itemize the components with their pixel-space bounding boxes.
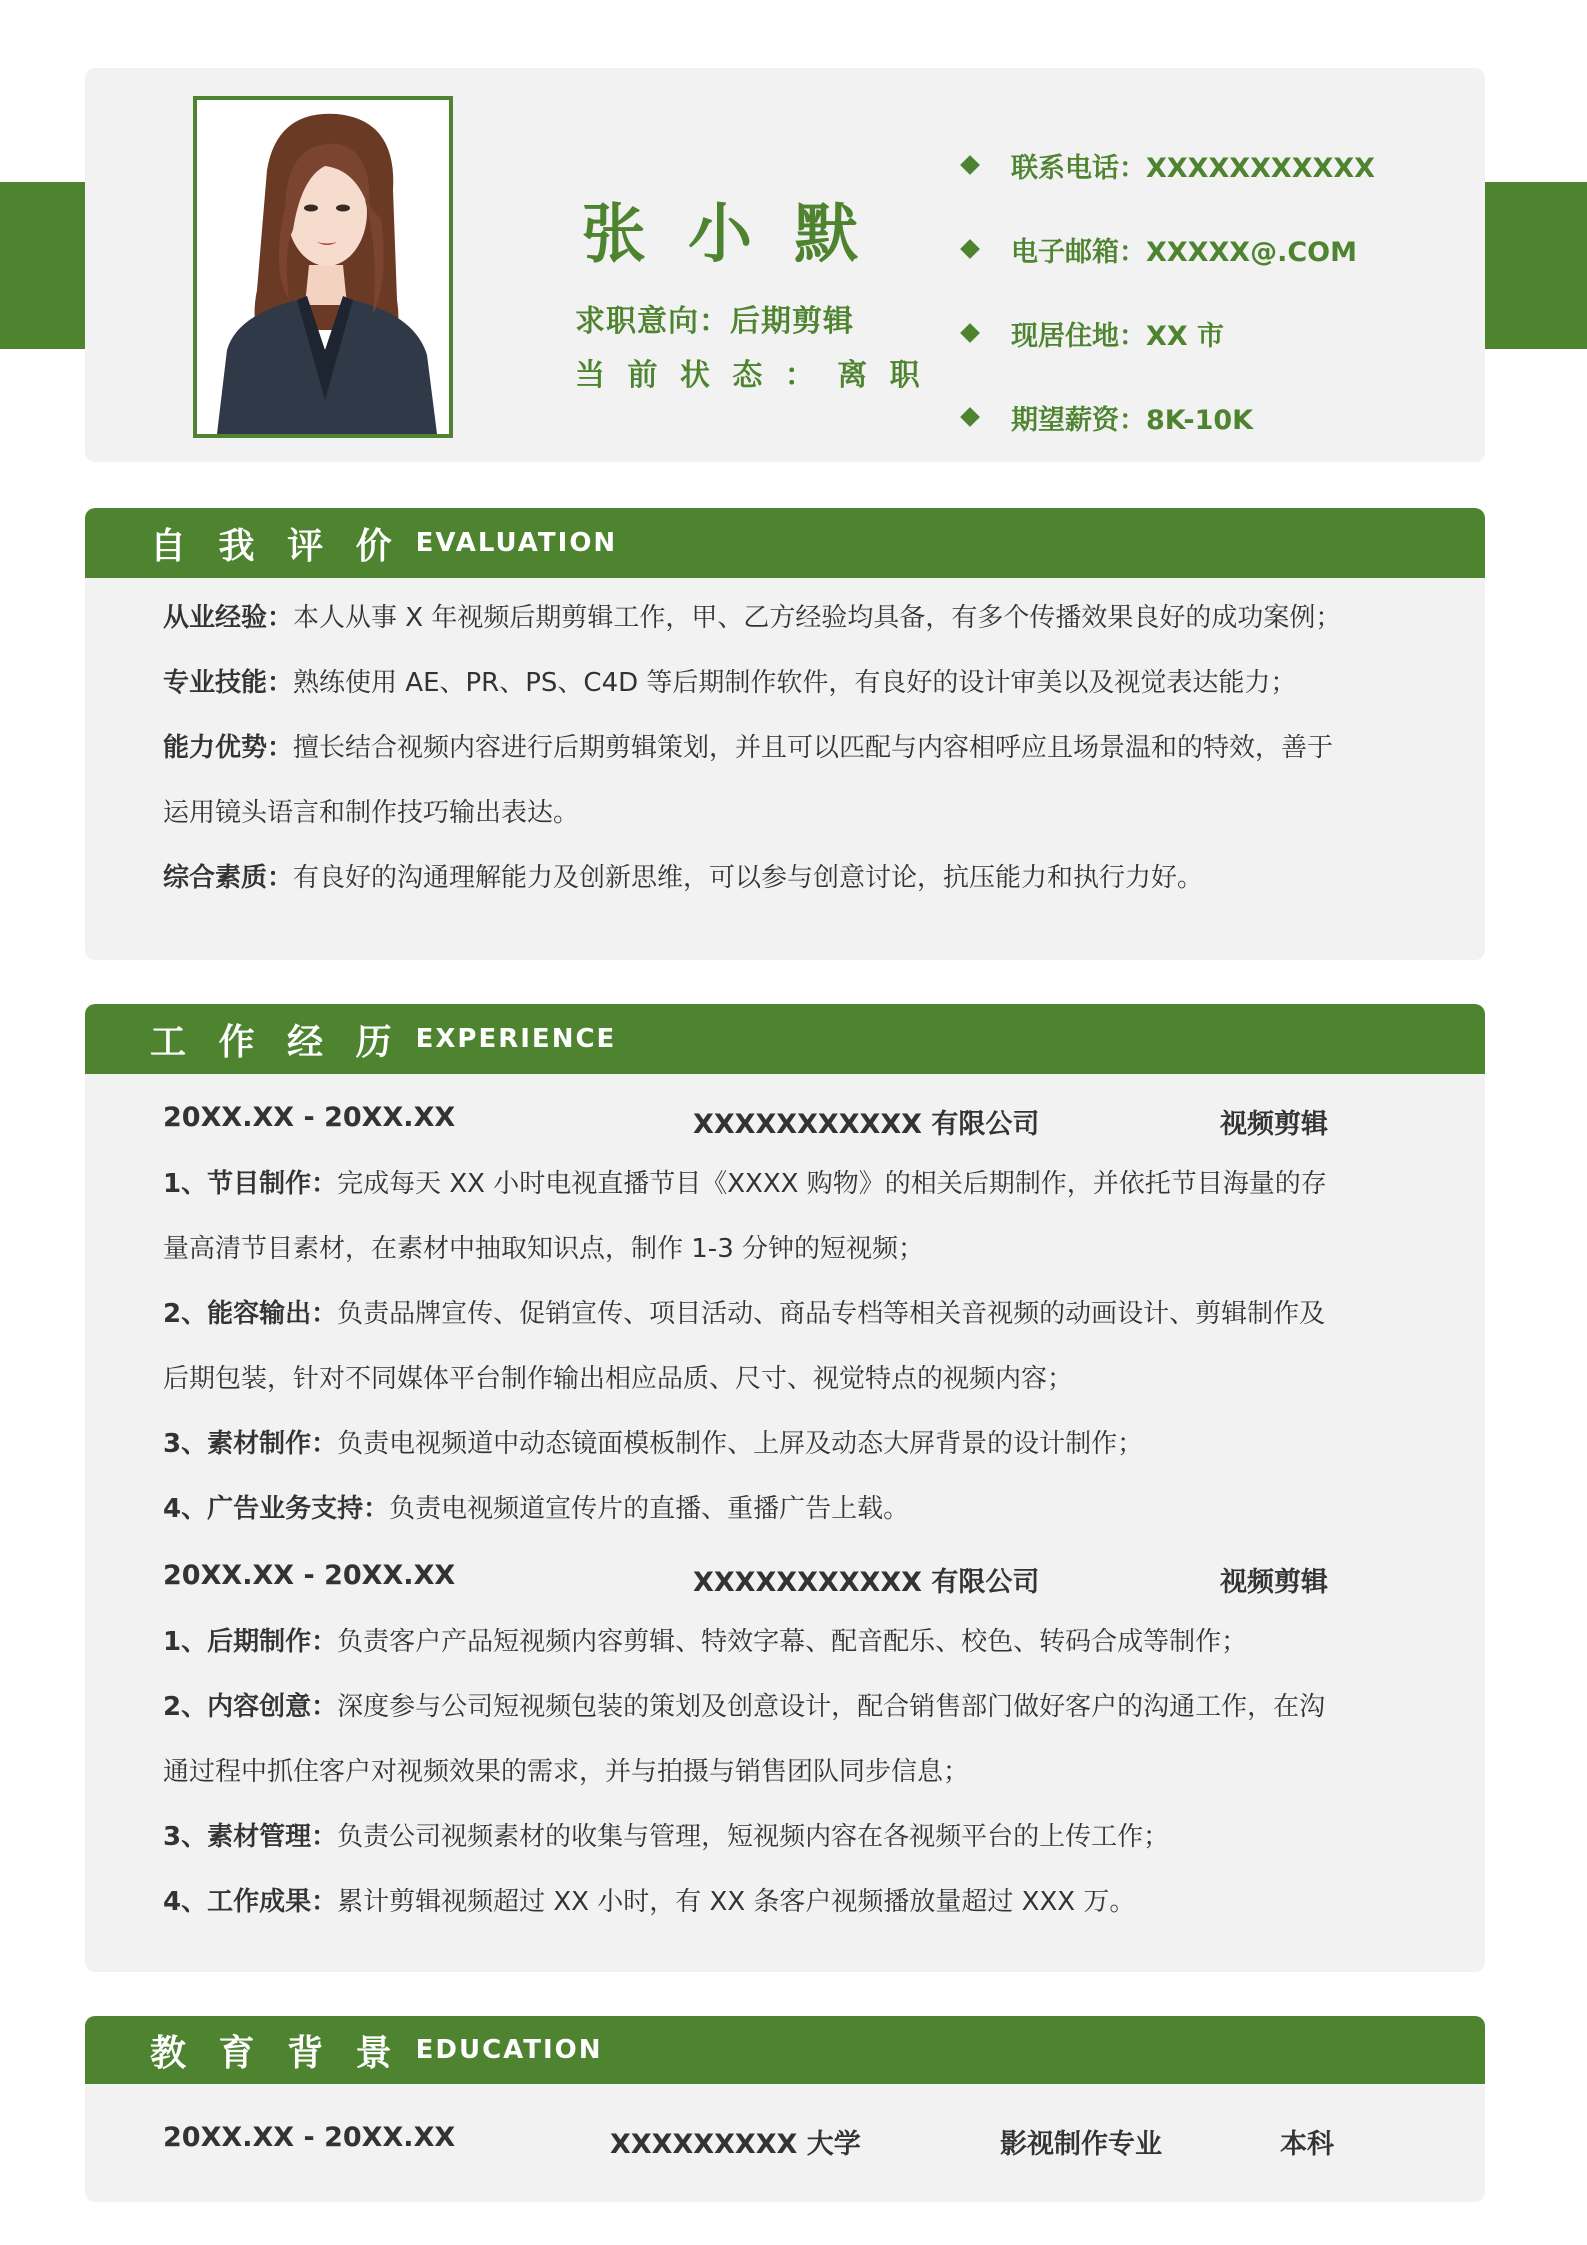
diamond-bullet-icon <box>960 155 980 175</box>
line-text: 深度参与公司短视频包装的策划及创意设计，配合销售部门做好客户的沟通工作，在沟 <box>337 1692 1326 1722</box>
evaluation-line <box>163 651 1415 716</box>
job-role: 视频剪辑 <box>1220 1109 1328 1140</box>
left-accent-bar <box>0 182 86 349</box>
evaluation-header <box>85 508 1485 578</box>
experience-title-en: EXPERIENCE <box>415 1024 617 1054</box>
job-detail-line <box>163 1477 1415 1542</box>
line-text: 有良好的沟通理解能力及创新思维，可以参与创意讨论，抗压能力和执行力好。 <box>293 863 1204 893</box>
education-header <box>85 2016 1485 2084</box>
line-label: 2、内容创意： <box>163 1692 338 1722</box>
evaluation-section <box>85 508 1485 960</box>
line-text: 本人从事 X 年视频后期剪辑工作，甲、乙方经验均具备，有多个传播效果良好的成功案例； <box>293 603 1342 633</box>
line-text: 通过程中抓住客户对视频效果的需求，并与拍摄与销售团队同步信息； <box>163 1757 970 1787</box>
contact-email-text: 电子邮箱：XXXXX@.COM <box>1011 236 1357 268</box>
job-detail-line <box>163 1675 1415 1740</box>
contact-phone-text: 联系电话：XXXXXXXXXXX <box>1011 152 1375 184</box>
job-date: 20XX.XX - 20XX.XX <box>163 1102 456 1133</box>
job-detail-line <box>163 1347 1415 1412</box>
job-entry-header <box>163 1084 1415 1152</box>
job-detail-line <box>163 1412 1415 1477</box>
line-label: 从业经验： <box>163 603 294 633</box>
line-text: 后期包装，针对不同媒体平台制作输出相应品质、尺寸、视觉特点的视频内容； <box>163 1364 1074 1394</box>
portrait-illustration <box>197 100 449 434</box>
job-detail-line <box>163 1740 1415 1805</box>
contact-phone <box>960 123 1375 207</box>
education-date: 20XX.XX - 20XX.XX <box>163 2122 456 2153</box>
evaluation-line <box>163 586 1415 651</box>
line-label: 综合素质： <box>163 863 294 893</box>
line-label: 能力优势： <box>163 733 294 763</box>
right-accent-bar <box>1485 182 1587 349</box>
line-label: 3、素材制作： <box>163 1429 338 1459</box>
line-text: 负责公司视频素材的收集与管理，短视频内容在各视频平台的上传工作； <box>337 1822 1170 1852</box>
experience-section <box>85 1004 1485 1972</box>
line-label: 3、素材管理： <box>163 1822 338 1852</box>
line-text: 负责客户产品短视频内容剪辑、特效字幕、配音配乐、校色、转码合成等制作； <box>337 1627 1248 1657</box>
contact-location <box>960 291 1375 375</box>
line-label: 1、后期制作： <box>163 1627 338 1657</box>
line-text: 负责电视频道宣传片的直播、重播广告上载。 <box>389 1494 910 1524</box>
contact-salary <box>960 375 1375 459</box>
contact-list <box>960 123 1375 459</box>
current-status: 当 前 状 态 ： 离 职 <box>575 358 926 393</box>
line-text: 量高清节目素材，在素材中抽取知识点，制作 1-3 分钟的短视频； <box>163 1234 924 1264</box>
job-date: 20XX.XX - 20XX.XX <box>163 1560 456 1591</box>
education-degree: 本科 <box>1280 2129 1334 2160</box>
evaluation-body <box>85 578 1485 911</box>
line-label: 4、广告业务支持： <box>163 1494 390 1524</box>
line-label: 1、节目制作： <box>163 1169 338 1199</box>
job-detail-line <box>163 1870 1415 1935</box>
evaluation-title-en: EVALUATION <box>415 528 618 558</box>
profile-photo <box>193 96 453 438</box>
job-detail-line <box>163 1805 1415 1870</box>
diamond-bullet-icon <box>960 407 980 427</box>
education-title-en: EDUCATION <box>415 2035 603 2065</box>
line-label: 4、工作成果： <box>163 1887 338 1917</box>
experience-title: 工 作 经 历 <box>150 1021 402 1063</box>
education-section <box>85 2016 1485 2202</box>
evaluation-title: 自 我 评 价 <box>150 525 402 567</box>
contact-location-text: 现居住地：XX 市 <box>1011 320 1225 352</box>
job-detail-line <box>163 1282 1415 1347</box>
job-company: XXXXXXXXXXX 有限公司 <box>693 1567 1040 1598</box>
line-text: 负责电视频道中动态镜面模板制作、上屏及动态大屏背景的设计制作； <box>337 1429 1144 1459</box>
line-label: 专业技能： <box>163 668 294 698</box>
diamond-bullet-icon <box>960 323 980 343</box>
line-text: 擅长结合视频内容进行后期剪辑策划，并且可以匹配与内容相呼应且场景温和的特效，善于 <box>293 733 1334 763</box>
line-text: 运用镜头语言和制作技巧输出表达。 <box>163 798 580 828</box>
education-entry <box>85 2084 1485 2194</box>
diamond-bullet-icon <box>960 239 980 259</box>
job-detail-line <box>163 1152 1415 1217</box>
contact-salary-text: 期望薪资：8K-10K <box>1011 404 1254 436</box>
experience-header <box>85 1004 1485 1074</box>
evaluation-line <box>163 846 1415 911</box>
education-school: XXXXXXXXX 大学 <box>610 2129 861 2160</box>
candidate-name: 张 小 默 <box>581 198 869 272</box>
line-text: 累计剪辑视频超过 XX 小时，有 XX 条客户视频播放量超过 XXX 万。 <box>337 1887 1136 1917</box>
job-intent: 求职意向：后期剪辑 <box>575 304 854 339</box>
job-detail-line <box>163 1610 1415 1675</box>
job-detail-line <box>163 1217 1415 1282</box>
header-panel <box>85 68 1485 462</box>
line-text: 完成每天 XX 小时电视直播节目《XXXX 购物》的相关后期制作，并依托节目海量的存 <box>337 1169 1327 1199</box>
evaluation-line <box>163 716 1415 781</box>
line-label: 2、能容输出： <box>163 1299 338 1329</box>
contact-email <box>960 207 1375 291</box>
education-title: 教 育 背 景 <box>150 2032 402 2074</box>
job-entry-header <box>163 1542 1415 1610</box>
job-role: 视频剪辑 <box>1220 1567 1328 1598</box>
line-text: 负责品牌宣传、促销宣传、项目活动、商品专档等相关音视频的动画设计、剪辑制作及 <box>337 1299 1326 1329</box>
education-major: 影视制作专业 <box>1000 2129 1162 2160</box>
job-company: XXXXXXXXXXX 有限公司 <box>693 1109 1040 1140</box>
line-text: 熟练使用 AE、PR、PS、C4D 等后期制作软件，有良好的设计审美以及视觉表达能力； <box>293 668 1297 698</box>
experience-body <box>85 1074 1485 1935</box>
evaluation-line <box>163 781 1415 846</box>
